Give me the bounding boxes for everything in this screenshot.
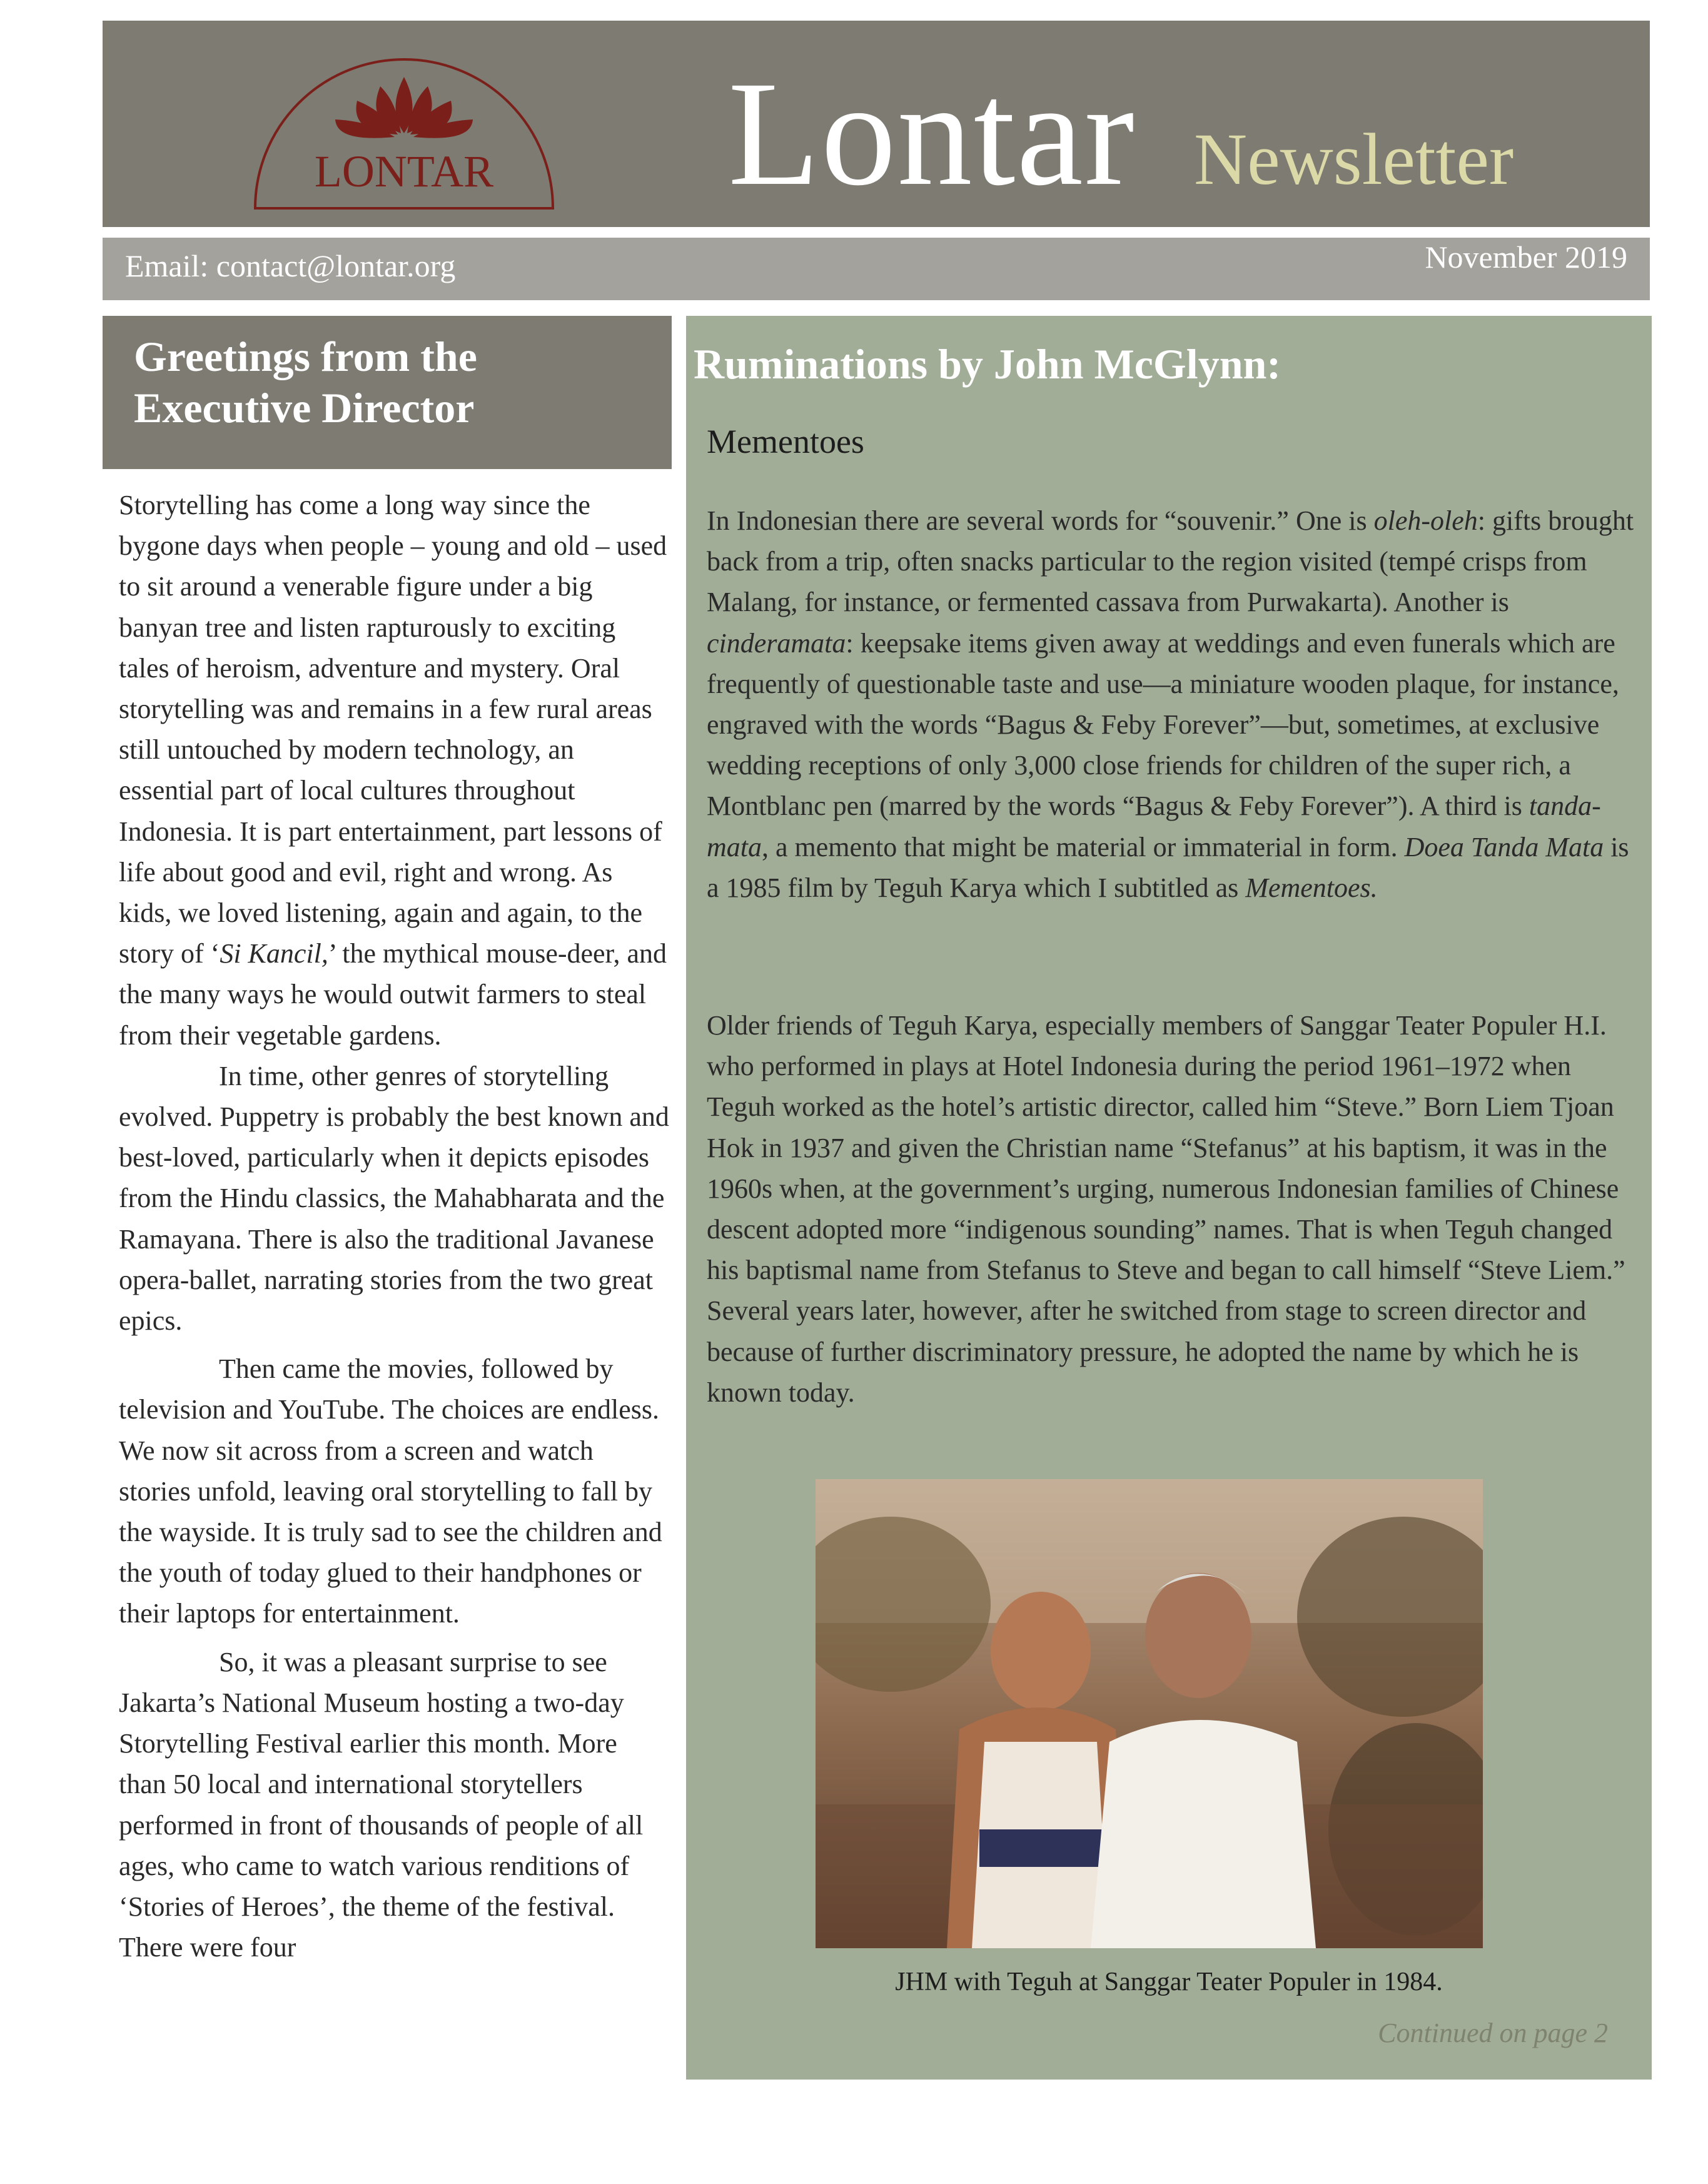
- italic-text: Si Kancil,: [220, 938, 328, 969]
- email-link[interactable]: Email: contact@lontar.org: [125, 248, 456, 283]
- newsletter-title: Lontar: [728, 50, 1136, 216]
- photo-image: [816, 1479, 1483, 1948]
- italic-text: cinderamata: [707, 627, 846, 659]
- contact-bar: [103, 238, 1650, 300]
- lontar-logo-icon: [248, 39, 560, 215]
- article-paragraph: So, it was a pleasant surprise to see Jakarta’s National Museum hosting a two-day Storytelling Festival earlier this month. More than 50 local and international storytellers performed in front of thousands of people of all ages, who came to watch various renditions of ‘Stories of Heroes’, the theme of the festival. There were four: [119, 1646, 644, 1963]
- italic-text: Doea Tanda Mata: [1404, 831, 1604, 862]
- article-paragraph: Then came the movies, followed by television and YouTube. The choices are endless. We now sit across from a screen and watch stories unfold, leaving oral storytelling to fall by the wayside. It is truly sad to see the children and the youth of today glued to their handphones or their laptops for entertainment.: [119, 1353, 662, 1629]
- masthead: [103, 21, 1650, 227]
- article-paragraph: In time, other genres of storytelling evolved. Puppetry is probably the best known and best-loved, particularly when it depicts episodes from the Hindu classics, the Mahabharata and the Ramayana. There is also the traditional Javanese opera-ballet, narrating stories from the two great epics.: [119, 1060, 669, 1337]
- logo-text: LONTAR: [314, 146, 494, 196]
- text-run: Older friends of Teguh Karya, especially members of Sanggar Teater Populer H.I. who performed in plays at Hotel Indonesia during the period 1961–1972 when Teguh worked as the hotel’s artistic director, called him “Steve.” Born Liem Tjoan Hok in 1937 and given the Christian name “Stefanus” at his baptism, it was in the 1960s when, at the government’s urging, numerous Indonesian families of Chinese descent adopted more “indigenous sounding” names. That is when Teguh changed his baptismal name from Stefanus to Steve and began to call himself “Steve Liem.” Several years later, however, after he switched from stage to screen director and because of further discriminatory pressure, he adopted the name by which he is known today.: [707, 1010, 1625, 1408]
- photo-caption: JHM with Teguh at Sanggar Teater Populer in 1984.: [895, 1968, 1443, 1996]
- greetings-header: [103, 316, 672, 469]
- text-run: : gifts brought back from a trip, often snacks particular to the region visited (tempé crisps from Malang, for instance, or fermented cassava from Purwakarta). Another is: [707, 505, 1634, 618]
- greetings-title-line1: Greetings from the: [134, 333, 477, 380]
- issue-date: November 2019: [1425, 240, 1627, 275]
- article-paragraph: [707, 500, 1639, 908]
- text-run: In Indonesian there are several words for “souvenir.” One is: [707, 505, 1374, 536]
- text-run: is a 1985 film by Teguh Karya which I subtitled as: [707, 831, 1629, 903]
- greetings-title: [134, 331, 647, 433]
- ruminations-panel: [686, 316, 1652, 2080]
- greetings-article: [119, 485, 669, 1968]
- article-paragraph: [707, 1005, 1639, 1413]
- text-run: : keepsake items given away at weddings and even funerals which are frequently of questionable taste and use—a miniature wooden plaque, for instance, engraved with the words “Bagus & Feby Forever”—but, sometimes, at exclusive wedding receptions of only 3,000 close friends for children of the super rich, a Montblanc pen (marred by the words “Bagus & Feby Forever”). A third is: [707, 627, 1619, 822]
- ruminations-title: Ruminations by John McGlynn:: [694, 340, 1281, 388]
- newsletter-subtitle: Newsletter: [1194, 118, 1514, 200]
- section-subtitle: Mementoes: [707, 423, 864, 460]
- italic-text: oleh-oleh: [1373, 505, 1478, 536]
- text-run: , a memento that might be material or immaterial in form.: [762, 831, 1405, 862]
- continued-link[interactable]: Continued on page 2: [1378, 2018, 1608, 2048]
- italic-text: tanda-mata: [707, 791, 1601, 862]
- italic-text: Mementoes.: [1245, 872, 1378, 903]
- article-paragraph: [119, 485, 669, 1056]
- greetings-title-line2: Executive Director: [134, 383, 475, 432]
- photo-frame: [816, 1479, 1483, 1948]
- text-run: ’ the mythical mouse-deer, and the many ways he would outwit farmers to steal from their vegetable gardens.: [119, 938, 667, 1051]
- text-run: Storytelling has come a long way since the bygone days when people – young and old – used to sit around a venerable figure under a big banyan tree and listen rapturously to exciting tales of heroism, adventure and mystery. Oral storytelling was and remains in a few rural areas still untouched by modern technology, an essential part of local cultures throughout Indonesia. It is part entertainment, part lessons of life about good and evil, right and wrong. As kids, we loved listening, again and again, to the story of ‘: [119, 490, 667, 969]
